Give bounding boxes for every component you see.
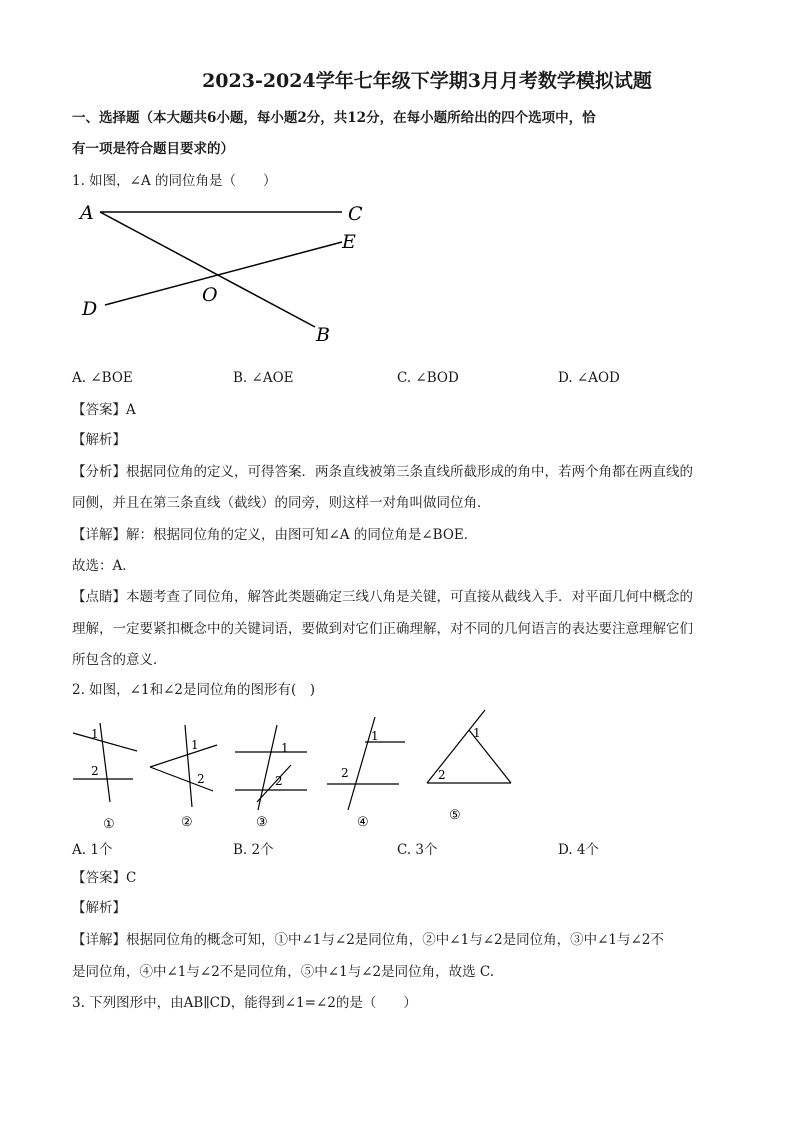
fig1-mark: ① bbox=[103, 817, 115, 830]
q1-stem: 1. 如图，∠A 的同位角是（ ） bbox=[72, 173, 277, 189]
q1-option-b: B. ∠AOE bbox=[233, 370, 294, 386]
fig5-mark: ⑤ bbox=[449, 808, 461, 823]
label-a: A bbox=[80, 202, 94, 224]
q1-option-c: C. ∠BOD bbox=[397, 370, 459, 386]
q2-detail-line2: 是同位角，④中∠1与∠2不是同位角，⑤中∠1与∠2是同位角，故选 C. bbox=[72, 964, 495, 980]
label-d: D bbox=[82, 298, 98, 320]
figure-4 bbox=[327, 717, 405, 830]
q1-option-a: A. ∠BOE bbox=[72, 370, 133, 386]
q1-dianjing-line3: 所包含的意义． bbox=[72, 652, 167, 668]
line-ab bbox=[100, 212, 315, 327]
figure-2 bbox=[150, 725, 217, 830]
q1-fenxi-line2: 同侧，并且在第三条直线（截线）的同旁，则这样一对角叫做同位角． bbox=[72, 495, 491, 511]
q2-option-d: D. 4个 bbox=[558, 842, 600, 858]
label-c: C bbox=[348, 203, 363, 225]
label-o: O bbox=[202, 284, 218, 306]
figure-1 bbox=[73, 723, 137, 830]
q3-stem: 3. 下列图形中，由AB∥CD，能得到∠1=∠2的是（ ） bbox=[72, 995, 417, 1011]
fig1-angle-2: 2 bbox=[91, 764, 99, 778]
q1-figure bbox=[70, 195, 370, 355]
q1-detail: 【详解】解：根据同位角的定义，由图可知∠A 的同位角是∠BOE． bbox=[72, 527, 478, 543]
page-title: 2023-2024学年七年级下学期3月月考数学模拟试题 bbox=[202, 70, 652, 92]
label-b: B bbox=[316, 324, 330, 346]
label-e: E bbox=[342, 231, 356, 253]
figure-5 bbox=[427, 710, 511, 823]
q1-choose: 故选：A． bbox=[72, 558, 136, 574]
fig2-angle-2: 2 bbox=[197, 772, 205, 786]
q1-option-d: D. ∠AOD bbox=[558, 370, 620, 386]
fig4-mark: ④ bbox=[357, 815, 369, 830]
fig3-mark: ③ bbox=[256, 815, 268, 830]
fig4-angle-1: 1 bbox=[371, 729, 379, 743]
q2-option-a: A. 1个 bbox=[72, 842, 113, 858]
q2-analysis-label: 【解析】 bbox=[72, 900, 126, 916]
q1-answer: 【答案】A bbox=[72, 402, 136, 418]
q2-stem: 2. 如图，∠1和∠2是同位角的图形有( ) bbox=[72, 682, 316, 698]
figure-3 bbox=[235, 725, 307, 830]
line-de bbox=[105, 242, 342, 305]
q1-fenxi-line1: 【分析】根据同位角的定义，可得答案．两条直线被第三条直线所截形成的角中，若两个角都在两直线的 bbox=[72, 464, 693, 480]
fig5-angle-1: 1 bbox=[473, 726, 481, 740]
fig2-angle-1: 1 bbox=[191, 738, 199, 752]
fig3-angle-2: 2 bbox=[275, 774, 283, 788]
q1-dianjing-line1: 【点睛】本题考查了同位角，解答此类题确定三线八角是关键，可直接从截线入手．对平面几何中概念的 bbox=[72, 589, 693, 605]
q2-detail-line1: 【详解】根据同位角的概念可知，①中∠1与∠2是同位角，②中∠1与∠2是同位角，③中∠1与∠2不 bbox=[72, 932, 664, 948]
q2-option-b: B. 2个 bbox=[233, 842, 274, 858]
fig3-angle-1: 1 bbox=[281, 741, 289, 755]
fig2-mark: ② bbox=[181, 815, 193, 830]
q2-answer: 【答案】C bbox=[72, 870, 137, 886]
q2-figure bbox=[65, 705, 535, 830]
fig1-angle-1: 1 bbox=[91, 727, 99, 741]
fig5-angle-2: 2 bbox=[438, 768, 446, 782]
fig4-angle-2: 2 bbox=[341, 766, 349, 780]
q1-analysis-label: 【解析】 bbox=[72, 432, 126, 448]
q2-option-c: C. 3个 bbox=[397, 842, 438, 858]
section-heading-line2: 有一项是符合题目要求的） bbox=[72, 141, 234, 157]
section-heading-line1: 一、选择题（本大题共6小题，每小题2分，共12分，在每小题所给出的四个选项中，恰 bbox=[72, 110, 596, 126]
q1-dianjing-line2: 理解，一定要紧扣概念中的关键词语，要做到对它们正确理解，对不同的几何语言的表达要注意理解它们 bbox=[72, 621, 693, 637]
